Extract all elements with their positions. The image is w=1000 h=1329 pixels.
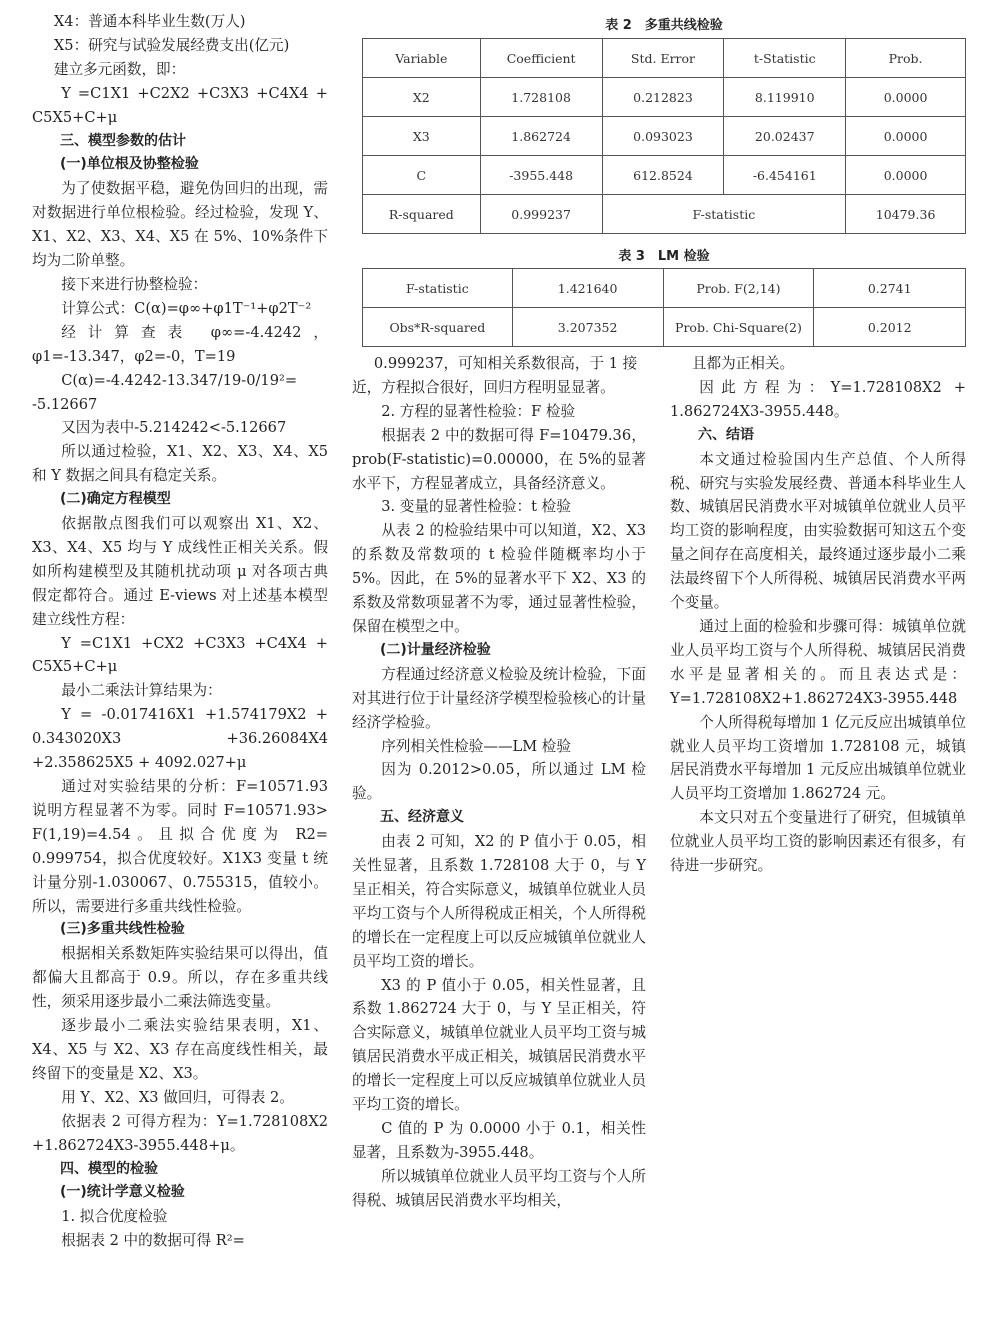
table-cell: 0.2012 bbox=[814, 308, 966, 347]
table-cell: F-statistic bbox=[363, 269, 513, 308]
paragraph: 逐步最小二乘法实验结果表明，X1、X4、X5 与 X2、X3 存在高度线性相关，最终留下的变量是 X2、X3。 bbox=[32, 1017, 328, 1082]
table-cell: 0.999237 bbox=[480, 195, 602, 234]
paragraph: 2. 方程的显著性检验：F 检验 bbox=[381, 402, 576, 420]
paragraph: 从表 2 的检验结果中可以知道，X2、X3 的系数及常数项的 t 检验伴随概率均小于 5%。因此，在 5%的显著水平下 X2、X3 的系数及常数项显著不为零，通过显著性检验，保留在模型之中。 bbox=[352, 522, 646, 635]
column-1 bbox=[32, 10, 328, 1253]
table-cell: Obs*R-squared bbox=[363, 308, 513, 347]
paragraph: 本文通过检验国内生产总值、个人所得税、研究与实验发展经费、普通本科毕业生人数、城镇居民消费水平对城镇单位就业人员平均工资的影响程度，由实验数据可知这五个变量之间存在高度相关，最终通过逐步最小二乘法最终留下个人所得税、城镇居民消费水平两个变量。 bbox=[670, 450, 966, 612]
paragraph: 依据表 2 可得方程为：Y=1.728108X2 +1.862724X3-3955.448+μ。 bbox=[32, 1112, 328, 1154]
table-cell: X2 bbox=[363, 78, 481, 117]
table2-caption: 表 2 多重共线检验 bbox=[605, 18, 723, 33]
table-cell: -3955.448 bbox=[480, 156, 602, 195]
paragraph: 经计算查表 φ∞=-4.4242，φ1=-13.347，φ2=-0，T=19 bbox=[32, 323, 328, 365]
paragraph: 通过上面的检验和步骤可得：城镇单位就业人员平均工资与个人所得税、城镇居民消费水平是显著相关的。而且表达式是：Y=1.728108X2+1.862724X3-3955.448 bbox=[670, 617, 966, 707]
header-cell: Std. Error bbox=[602, 39, 724, 78]
paragraph: 计算公式：C(α)=φ∞+φ1T⁻¹+φ2T⁻² bbox=[61, 299, 312, 317]
header-cell: t-Statistic bbox=[724, 39, 846, 78]
section-heading: 四、模型的检验 bbox=[60, 1160, 158, 1177]
paragraph: 用 Y、X2、X3 做回归，可得表 2。 bbox=[61, 1088, 294, 1106]
table-cell: 612.8524 bbox=[602, 156, 724, 195]
paragraph: 个人所得税每增加 1 亿元反应出城镇单位就业人员平均工资增加 1.728108 元，城镇居民消费水平每增加 1 元反应出城镇单位就业人员平均工资增加 1.862724 元。 bbox=[670, 713, 966, 803]
table-cell: 10479.36 bbox=[846, 195, 966, 234]
header-cell: Prob. bbox=[846, 39, 966, 78]
table-cell: 20.02437 bbox=[724, 117, 846, 156]
table-cell: 0.0000 bbox=[846, 117, 966, 156]
table-cell: Prob. Chi-Square(2) bbox=[663, 308, 814, 347]
table-cell: 0.2741 bbox=[814, 269, 966, 308]
header-cell: Variable bbox=[363, 39, 481, 78]
section-heading: (三)多重共线性检验 bbox=[60, 921, 185, 938]
table3-caption: 表 3 LM 检验 bbox=[618, 249, 710, 264]
paragraph: 方程通过经济意义检验及统计检验，下面对其进行位于计量经济学模型检验核心的计量经济学检验。 bbox=[352, 665, 646, 731]
table-row bbox=[363, 195, 966, 234]
paragraph: 又因为表中-5.214242<-5.12667 bbox=[61, 419, 287, 437]
section-heading: 六、结语 bbox=[698, 426, 754, 443]
table-cell: X3 bbox=[363, 117, 481, 156]
paragraph: X5：研究与试验发展经费支出(亿元) bbox=[53, 36, 290, 54]
table-row bbox=[363, 117, 966, 156]
table-cell: 8.119910 bbox=[724, 78, 846, 117]
section-heading: (一)统计学意义检验 bbox=[60, 1184, 185, 1201]
table-cell: -6.454161 bbox=[724, 156, 846, 195]
table-row bbox=[363, 269, 966, 308]
section-heading: (二)确定方程模型 bbox=[60, 491, 171, 508]
table-cell: Prob. F(2,14) bbox=[663, 269, 814, 308]
paragraph: 根据表 2 中的数据可得 F=10479.36，prob(F-statistic)=0.00000，在 5%的显著水平下，方程显著成立，具备经济意义。 bbox=[352, 426, 646, 492]
paragraph: 由表 2 可知，X2 的 P 值小于 0.05，相关性显著，且系数 1.728108 大于 0，与 Y 呈正相关，符合实际意义，城镇单位就业人员平均工资与个人所得税成正相关，个人所得税的增长在一定程度上可以反应城镇单位就业人员平均工资的增长。 bbox=[352, 833, 646, 970]
paragraph: 根据表 2 中的数据可得 R²= bbox=[61, 1232, 245, 1250]
paragraph: Y = -0.017416X1 +1.574179X2 + 0.343020X3 +36.26084X4 +2.358625X5 + 4092.027+μ bbox=[32, 706, 328, 772]
table-cell: 0.212823 bbox=[602, 78, 724, 117]
header-cell: Coefficient bbox=[480, 39, 602, 78]
paragraph: 本文只对五个变量进行了研究，但城镇单位就业人员平均工资的影响因素还有很多，有待进一步研究。 bbox=[670, 809, 966, 875]
table-cell: 0.0000 bbox=[846, 78, 966, 117]
paragraph: 依据散点图我们可以观察出 X1、X2、X3、X4、X5 均与 Y 成线性正相关关系。假如所构建模型及其随机扰动项 μ 对各项古典假定都符合。通过 E-views 对上述基本模型建立线性方程： bbox=[32, 515, 328, 628]
table-cell: 1.862724 bbox=[480, 117, 602, 156]
paragraph: Y =C1X1 +CX2 +C3X3 +C4X4 + C5X5+C+μ bbox=[32, 634, 328, 676]
paragraph: 因此方程为：Y=1.728108X2 + 1.862724X3-3955.448。 bbox=[670, 378, 966, 420]
section-heading: 三、模型参数的估计 bbox=[60, 132, 186, 149]
table-cell: 1.728108 bbox=[480, 78, 602, 117]
paragraph: 1. 拟合优度检验 bbox=[61, 1208, 168, 1226]
paragraph: X3 的 P 值小于 0.05，相关性显著，且系数 1.862724 大于 0，与 Y 呈正相关，符合实际意义，城镇单位就业人员平均工资与城镇居民消费水平成正相关，城镇居民消费水平的增长一定程度上可以反应城镇单位就业人员平均工资的增长。 bbox=[352, 976, 646, 1114]
table-row bbox=[363, 78, 966, 117]
table-row bbox=[363, 308, 966, 347]
column-3 bbox=[670, 352, 966, 878]
paragraph: 所以通过检验，X1、X2、X3、X4、X5 和 Y 数据之间具有稳定关系。 bbox=[32, 443, 328, 485]
paragraph: 序列相关性检验——LM 检验 bbox=[381, 737, 571, 755]
column-2 bbox=[352, 352, 646, 1213]
paragraph: X4：普通本科毕业生数(万人) bbox=[53, 13, 246, 30]
table3-lm-test bbox=[362, 268, 966, 347]
paragraph: 因为 0.2012>0.05，所以通过 LM 检验。 bbox=[352, 761, 646, 803]
paragraph: 3. 变量的显著性检验：t 检验 bbox=[381, 498, 571, 516]
paragraph: C(α)=-4.4242-13.347/19-0/19²= -5.12667 bbox=[32, 371, 298, 413]
table-cell: C bbox=[363, 156, 481, 195]
section-heading: 五、经济意义 bbox=[380, 809, 464, 826]
paragraph: 最小二乘法计算结果为： bbox=[61, 682, 222, 700]
table-cell: R-squared bbox=[363, 195, 481, 234]
table-cell: 3.207352 bbox=[512, 308, 663, 347]
paragraph: 建立多元函数，即： bbox=[53, 60, 186, 78]
paragraph: 接下来进行协整检验： bbox=[61, 275, 208, 293]
paragraph: 为了使数据平稳，避免伪回归的出现，需对数据进行单位根检验。经过检验，发现 Y、X1、X2、X3、X4、X5 在 5%、10%条件下均为二阶单整。 bbox=[32, 180, 328, 270]
table-cell: 0.0000 bbox=[846, 156, 966, 195]
paragraph: 所以城镇单位就业人员平均工资与个人所得税、城镇居民消费水平均相关， bbox=[352, 1167, 646, 1209]
section-heading: (一)单位根及协整检验 bbox=[60, 156, 199, 173]
table-row bbox=[363, 156, 966, 195]
table-header-row bbox=[363, 39, 966, 78]
section-heading: (二)计量经济检验 bbox=[380, 641, 491, 658]
paragraph: 且都为正相关。 bbox=[691, 355, 795, 372]
table2-multicollinearity bbox=[362, 38, 966, 234]
table-cell: 0.093023 bbox=[602, 117, 724, 156]
paragraph: 0.999237，可知相关系数很高，于 1 接近，方程拟合很好，回归方程明显显著。 bbox=[352, 355, 638, 396]
paragraph: Y =C1X1 +C2X2 +C3X3 +C4X4 + C5X5+C+μ bbox=[32, 84, 328, 126]
paragraph: C 值的 P 为 0.0000 小于 0.1，相关性显著，且系数为-3955.448。 bbox=[352, 1120, 646, 1161]
table-cell: 1.421640 bbox=[512, 269, 663, 308]
table-cell: F-statistic bbox=[602, 195, 846, 234]
paragraph: 根据相关系数矩阵实验结果可以得出，值都偏大且都高于 0.9。所以，存在多重共线性，须采用逐步最小二乘法筛选变量。 bbox=[32, 945, 328, 1011]
paragraph: 通过对实验结果的分析：F=10571.93 说明方程显著不为零。同时 F=10571.93> F(1,19)=4.54。且拟合优度为 R2= 0.999754，拟合优度较好。X1X3 变量 t 统计量分别-1.030067、0.755315，值较小。所以，需要进行多重共线性检验。 bbox=[32, 778, 328, 915]
